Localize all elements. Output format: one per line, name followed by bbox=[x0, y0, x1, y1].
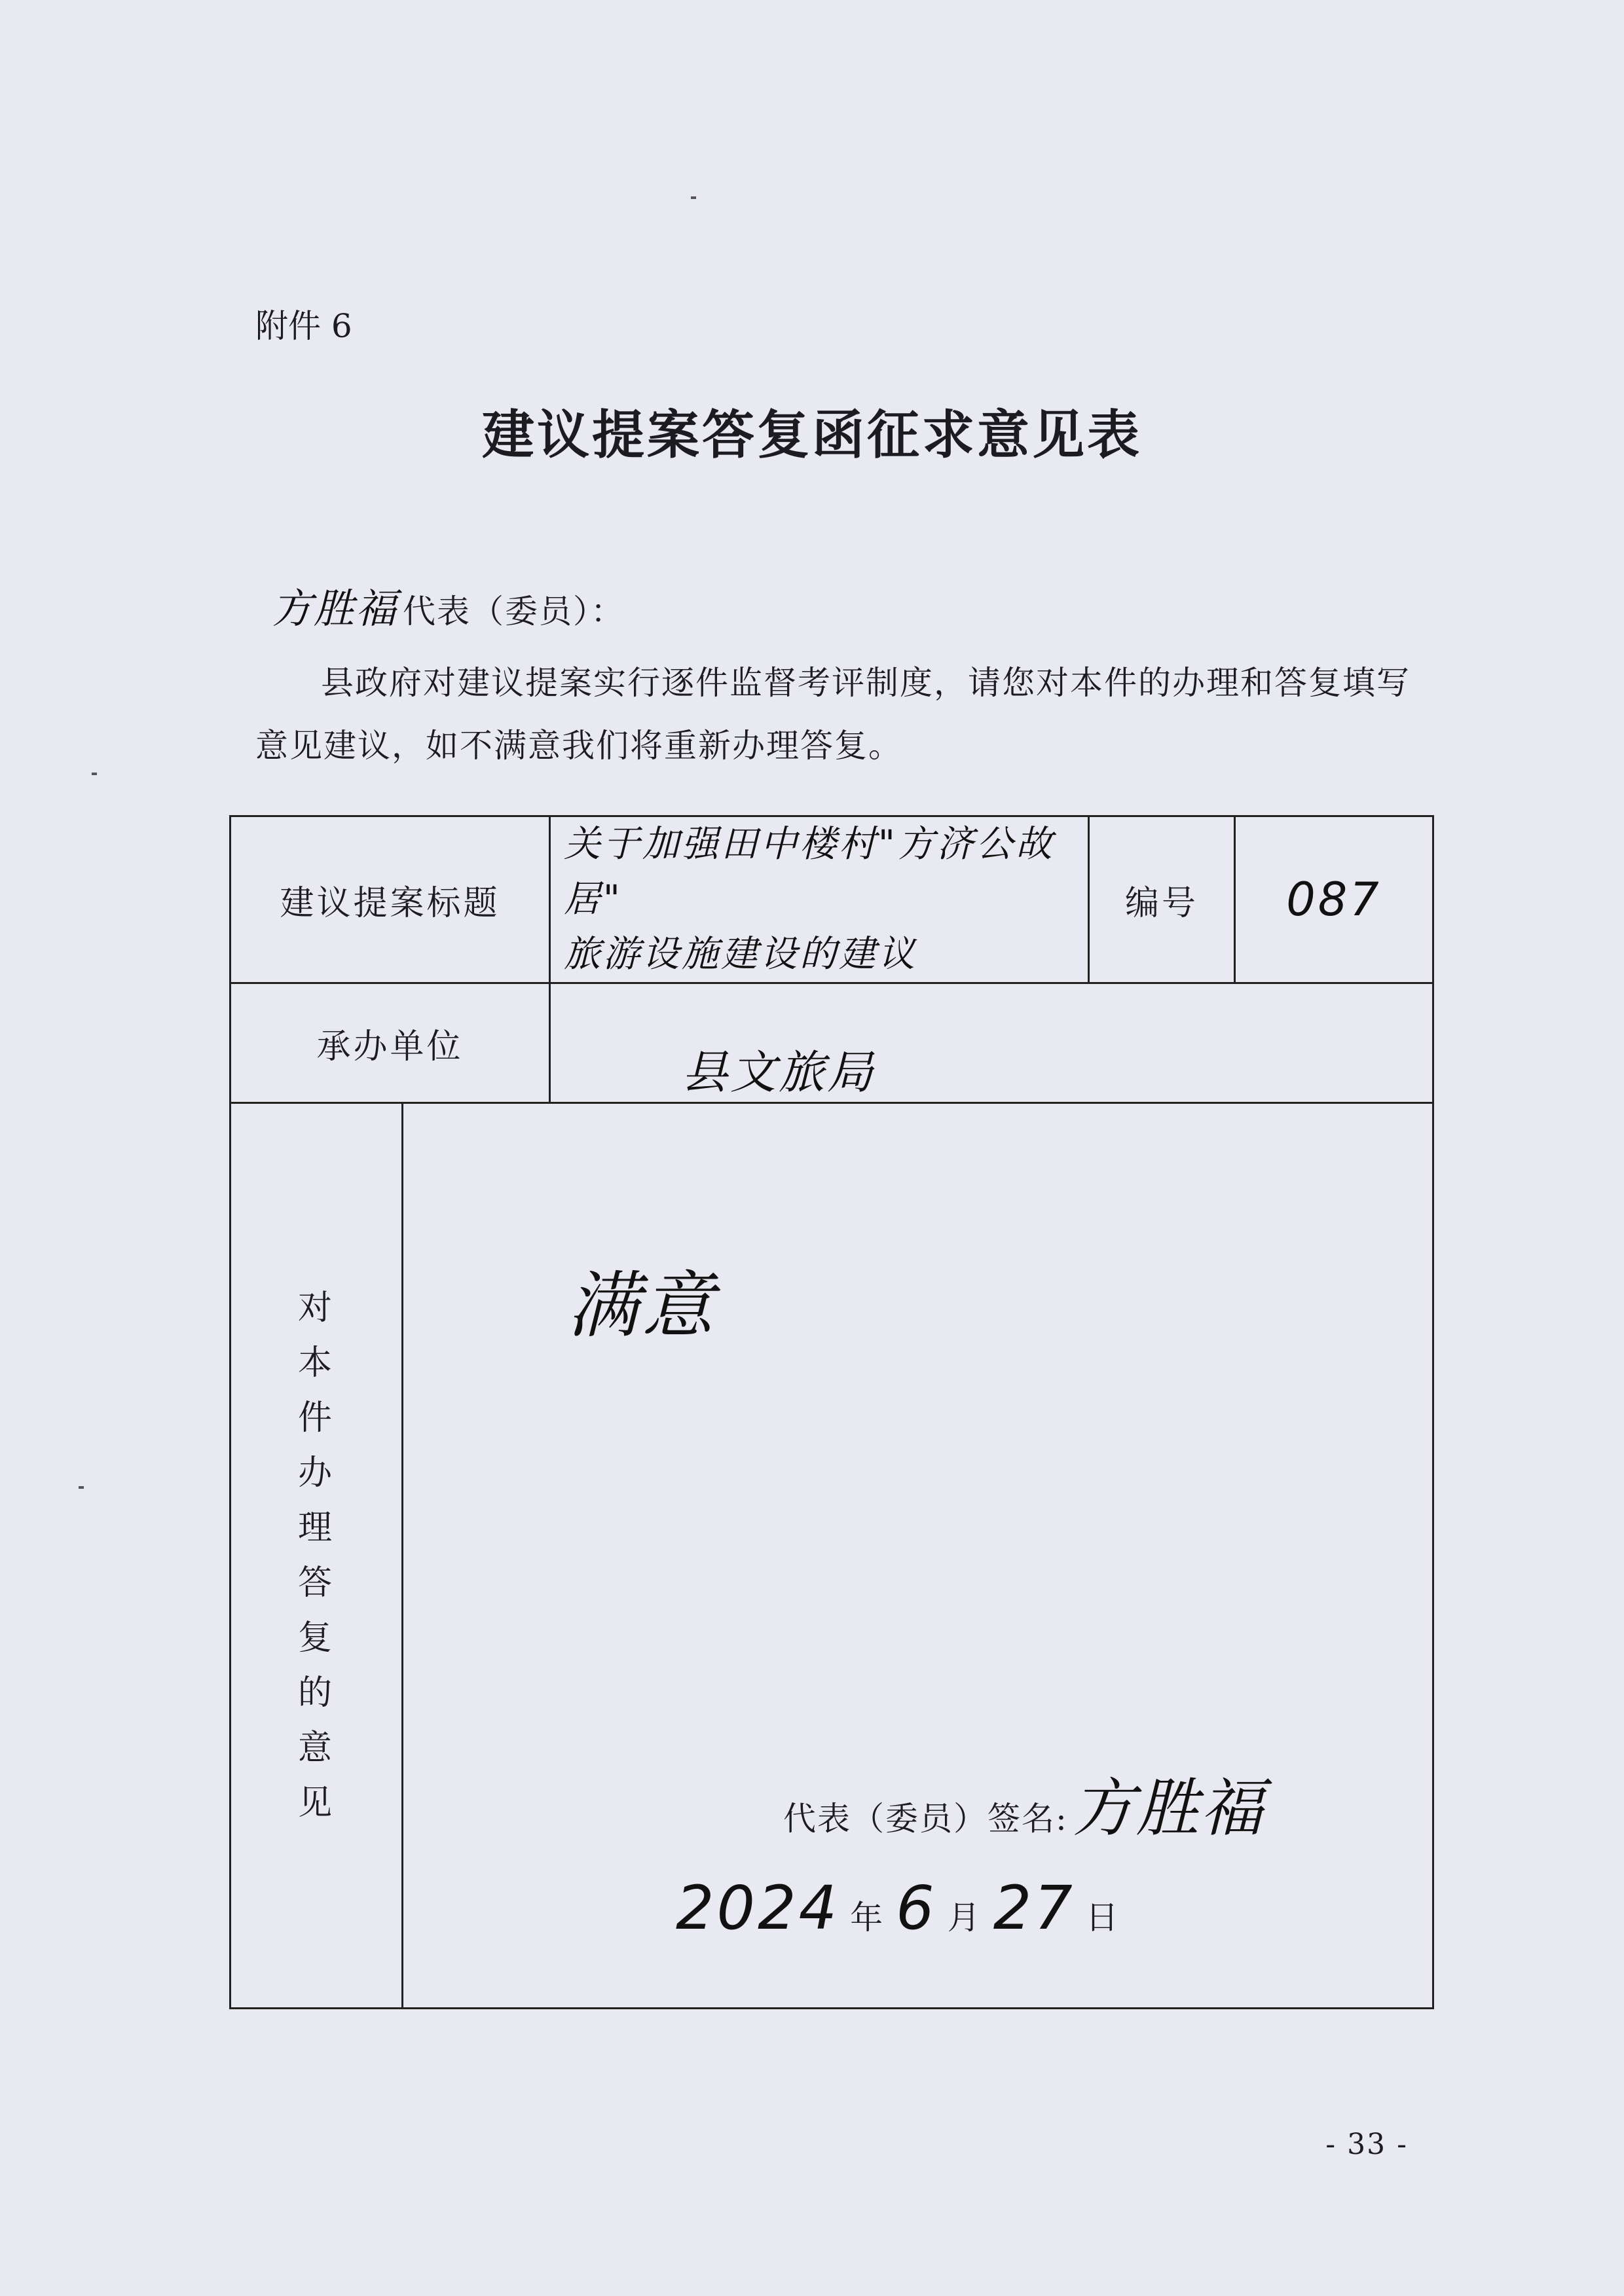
date-day-unit: 日 bbox=[1085, 1899, 1121, 1937]
opinion-label-char: 理 bbox=[297, 1508, 335, 1548]
topic-value-cell bbox=[550, 816, 1089, 983]
salutation bbox=[272, 576, 625, 634]
date-year-value: 2024 bbox=[676, 1873, 840, 1943]
signature-line bbox=[783, 1758, 1264, 1848]
opinion-label-cell bbox=[231, 1103, 403, 2009]
opinion-label-char: 复 bbox=[297, 1618, 335, 1658]
date-year-unit: 年 bbox=[850, 1899, 886, 1937]
unit-value: 县文旅局 bbox=[682, 1046, 876, 1099]
scan-speck bbox=[92, 773, 97, 775]
number-label: 编号 bbox=[1124, 883, 1198, 923]
intro-paragraph: 县政府对建议提案实行逐件监督考评制度，请您对本件的办理和答复填写意见建议，如不满意我们将重新办理答复。 bbox=[255, 664, 1411, 765]
scan-speck bbox=[79, 1486, 84, 1489]
signature-handwritten: 方胜福 bbox=[1071, 1772, 1264, 1845]
opinion-label-char: 对 bbox=[297, 1288, 335, 1328]
opinion-label-vertical bbox=[231, 1281, 401, 1831]
opinion-label-char: 见 bbox=[297, 1783, 335, 1823]
salutation-suffix: 代表（委员）： bbox=[403, 592, 625, 630]
opinion-label-char: 意 bbox=[297, 1728, 335, 1768]
number-value-cell bbox=[1235, 816, 1433, 983]
form-row-unit bbox=[231, 983, 1433, 1103]
form-row-topic bbox=[231, 816, 1433, 983]
number-value: 087 bbox=[1286, 873, 1382, 926]
form-row-opinion bbox=[231, 1103, 1433, 2009]
opinion-value-handwritten: 满意 bbox=[567, 1264, 716, 1347]
unit-label-cell bbox=[231, 983, 550, 1103]
opinion-label-char: 答 bbox=[297, 1563, 335, 1603]
opinion-label-char: 件 bbox=[297, 1398, 335, 1438]
unit-value-cell bbox=[550, 983, 1433, 1103]
topic-value-line1: 关于加强田中楼村"方济公故居" bbox=[564, 823, 1055, 920]
date-month-unit: 月 bbox=[947, 1899, 983, 1937]
topic-value-line2: 旅游设施建设的建议 bbox=[564, 933, 917, 975]
topic-label-cell bbox=[231, 816, 550, 983]
page-number: - 33 - bbox=[1325, 2128, 1408, 2161]
number-label-cell bbox=[1089, 816, 1235, 983]
opinion-value-cell bbox=[403, 1103, 1433, 2009]
opinion-form-table bbox=[229, 815, 1434, 2009]
opinion-label-char: 办 bbox=[297, 1453, 335, 1493]
date-day-value: 27 bbox=[993, 1873, 1075, 1943]
page-title: 建议提案答复函征求意见表 bbox=[482, 404, 1142, 465]
date-month-value: 6 bbox=[896, 1873, 937, 1943]
unit-label: 承办单位 bbox=[316, 1027, 464, 1066]
topic-label: 建议提案标题 bbox=[280, 883, 500, 923]
scan-speck bbox=[691, 196, 696, 199]
salutation-name-handwritten: 方胜福 bbox=[272, 585, 398, 632]
signature-label: 代表（委员）签名: bbox=[783, 1800, 1068, 1838]
opinion-label-char: 的 bbox=[297, 1673, 335, 1713]
opinion-label-char: 本 bbox=[297, 1343, 335, 1383]
date-line bbox=[665, 1873, 1121, 1943]
attachment-label: 附件 6 bbox=[255, 307, 352, 345]
